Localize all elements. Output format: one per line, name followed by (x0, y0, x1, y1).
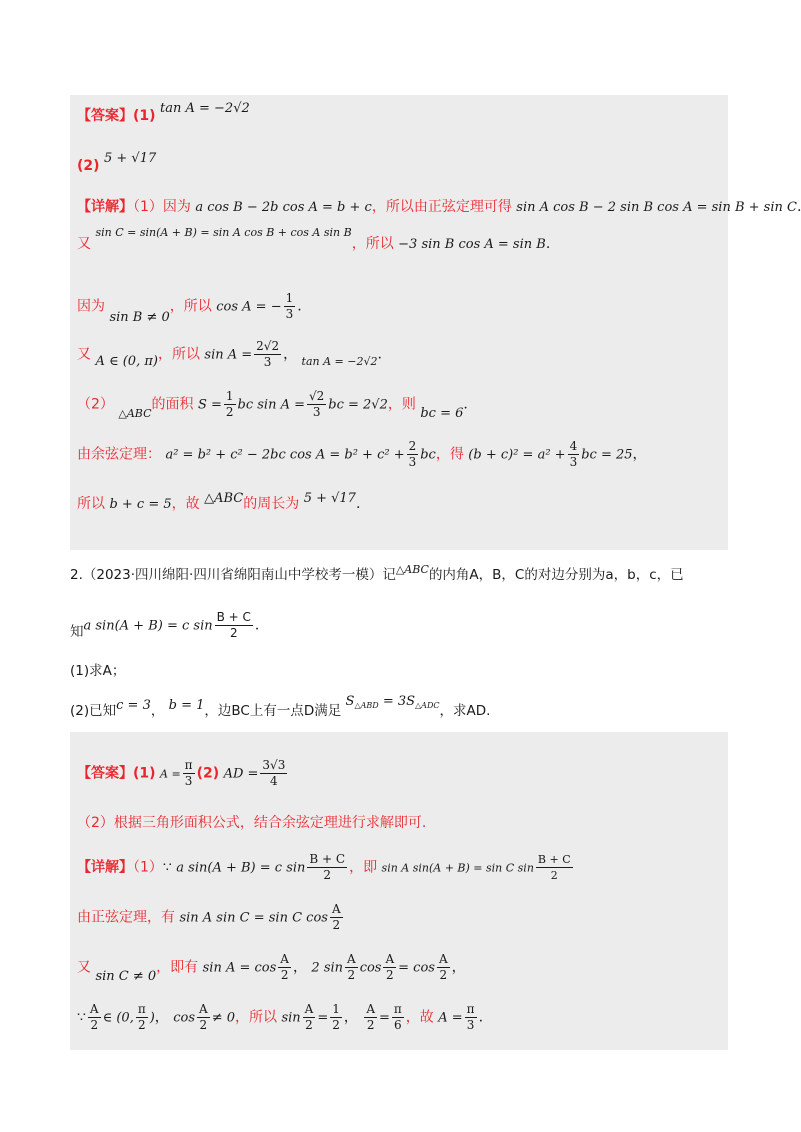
answer-line: 【答案】(1) A = $\frac{\pi}{3}$ (2) AD = $\frac{3√3}{4}$ (77, 758, 286, 788)
answer-line-1: 【答案】(1) tan A = −2√2 (77, 101, 250, 124)
fraction: $\frac{4}{3}$ (569, 439, 578, 469)
fraction: $\frac{A}{2}$ (304, 1002, 314, 1032)
question-2-part-2: (2)已知c = 3， b = 1，边BC上有一点D满足 $S_{\triangle ABD} = 3S_{\triangle ADC}$，求AD. (70, 694, 491, 719)
question-2-line-2: 知a sin(A + B) = c sin $\frac{B + C}{2}$ . (70, 610, 260, 640)
answer-line-2: (2) 5 + √17 (77, 151, 157, 174)
fraction: $\frac{1}{2}$ (225, 389, 234, 419)
hint-line: （2）根据三角形面积公式，结合余弦定理进行求解即可. (77, 815, 427, 831)
detail-line-6: 由余弦定理： a² = b² + c² − 2bc cos A = b² + c² + $\frac{2}{3}$ bc，得 (b + c)² = a² + $\frac{4}{3}$ bc = 25， (77, 439, 647, 469)
fraction: $\frac{A}{2}$ (331, 902, 341, 932)
detail-line-5: （2） $_{\triangle ABC}$的面积 S = $\frac{1}{2}$ bc sin A = $\frac{√2}{3}$ bc = 2√2，则 bc = 6. (77, 389, 468, 421)
fraction: $\frac{A}{2}$ (280, 952, 289, 982)
fraction: $\frac{A}{2}$ (89, 1002, 99, 1032)
detail-line-2: 由正弦定理，有 sin A sin C = sin C cos $\frac{A}{2}$ (77, 902, 341, 932)
fraction: $\frac{1}{2}$ (332, 1002, 340, 1032)
detail-line-7: 所以 b + c = 5，故 △ABC的周长为 5 + √17. (77, 491, 361, 512)
fraction: $\frac{B + C}{2}$ (309, 852, 346, 882)
solution-box-1 (70, 95, 801, 550)
fraction: $\frac{3√3}{4}$ (262, 758, 286, 788)
detail-label: 【详解】 (77, 199, 133, 215)
solution-box-2 (70, 732, 728, 1050)
detail-label: 【详解】 (77, 859, 133, 876)
answer-formula: tan A = −2√2 (160, 101, 250, 116)
detail-line-4: ∵ $\frac{A}{2}$ ∈ (0, $\frac{\pi}{2}$ )， cos $\frac{A}{2}$ ≠ 0，所以 sin $\frac{A}{2}$ = $\frac{1}{2}$ ， $\frac{A}{2}$ = $\frac{\pi}{6}$ ，故 A = $\frac{\pi}{3}$ . (77, 1002, 484, 1032)
fraction: $\frac{1}{3}$ (285, 291, 294, 321)
question-2-line-1: 2.（2023·四川绵阳·四川省绵阳南山中学校考一模）记$^{\triangle ABC}$的内角A，B，C的对边分别为a，b，c，已 (70, 563, 684, 583)
question-2-part-1: (1)求A； (70, 663, 126, 679)
fraction: $\frac{B + C}{2}$ (216, 610, 251, 640)
fraction: $\frac{√2}{3}$ (309, 389, 325, 419)
detail-line-1: 【详解】（1）∵ a sin(A + B) = c sin $\frac{B + C}{2}$ ，即 sin A sin(A + B) = sin C sin $\frac{B + C}{2}$ (77, 852, 571, 882)
fraction: $\frac{\pi}{6}$ (393, 1002, 402, 1032)
detail-line-4: 又 A ∈ (0, π)，所以 sin A = $\frac{2√2}{3}$ ， $_{tan A = -2√2}$. (77, 339, 382, 369)
fraction: $\frac{B + C}{2}$ (537, 853, 571, 882)
fraction: $\frac{A}{2}$ (199, 1002, 208, 1032)
fraction: $\frac{\pi}{3}$ (466, 1002, 475, 1032)
fraction: $\frac{2}{3}$ (408, 439, 417, 469)
fraction: $\frac{\pi}{2}$ (137, 1002, 146, 1032)
answer-label: 【答案】 (77, 765, 133, 782)
fraction: $\frac{A}{2}$ (385, 952, 395, 982)
fraction: $\frac{2√2}{3}$ (256, 339, 280, 369)
detail-line-3: 因为 sin B ≠ 0，所以 cos A = − $\frac{1}{3}$ . (77, 291, 302, 325)
answer-formula: 5 + √17 (104, 151, 157, 166)
detail-line-1: 【详解】（1）因为 a cos B − 2b cos A = b + c，所以由正弦定理可得 sin A cos B − 2 sin B cos A = sin B + sin C. (77, 199, 801, 215)
fraction: $\frac{A}{2}$ (347, 952, 356, 982)
fraction: $\frac{A}{2}$ (366, 1002, 375, 1032)
detail-line-3: 又 sin C ≠ 0，即有 sin A = cos $\frac{A}{2}$ ， 2 sin $\frac{A}{2}$ cos $\frac{A}{2}$ = cos $\frac{A}{2}$ ， (77, 952, 466, 984)
fraction: $\frac{\pi}{3}$ (184, 758, 193, 788)
detail-line-2: 又 $^{sin C = sin(A + B) = sin A cos B + cos A sin B}$，所以 −3 sin B cos A = sin B. (77, 226, 551, 252)
answer-label: 【答案】 (77, 108, 133, 124)
fraction: $\frac{A}{2}$ (438, 952, 448, 982)
